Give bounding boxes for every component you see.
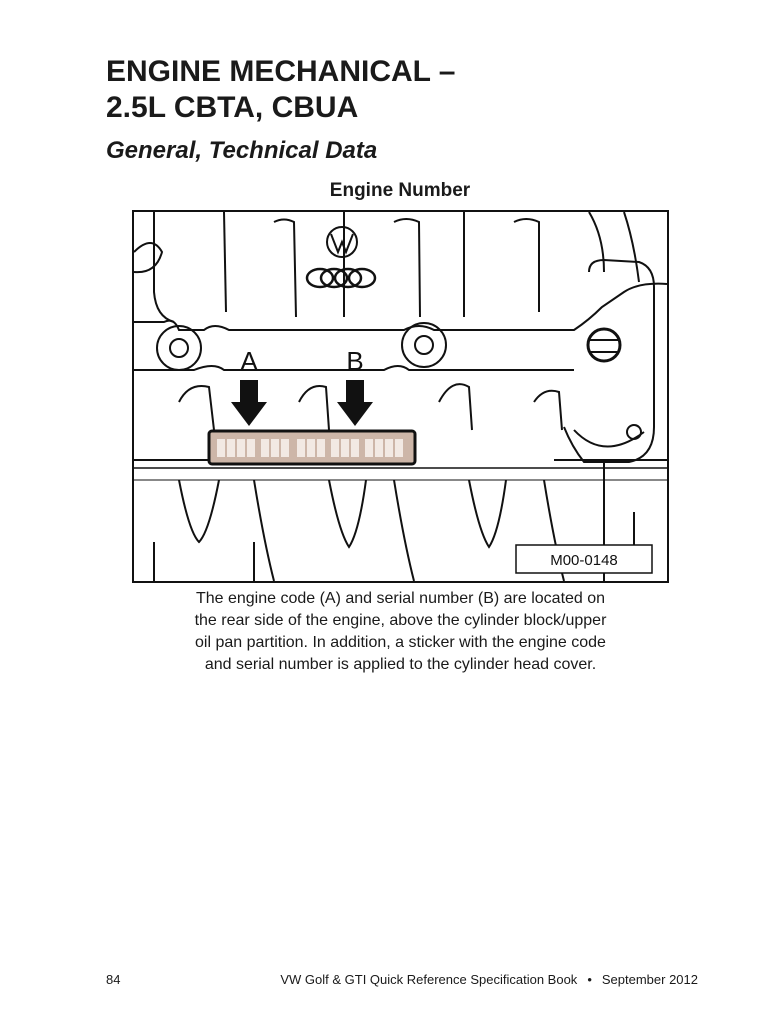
page-subtitle: General, Technical Data [106, 137, 378, 164]
caption-line-1: The engine code (A) and serial number (B) are located on [195, 590, 606, 607]
arrow-b-icon [337, 380, 373, 426]
footer-info [280, 972, 698, 987]
caption-line-3: oil pan partition. In addition, a sticker with the engine code [195, 634, 606, 651]
label-a: A [240, 346, 258, 376]
caption-line-2: the rear side of the engine, above the cylinder block/upper [194, 612, 607, 629]
figure-heading: Engine Number [329, 180, 471, 201]
publication-date: September 2012 [601, 972, 698, 987]
footer-separator: • [587, 972, 592, 987]
title-line-1: ENGINE MECHANICAL – [106, 55, 456, 88]
arrow-a-icon [231, 380, 267, 426]
engine-illustration [134, 212, 667, 581]
vw-logo-icon [327, 227, 357, 257]
page-footer [106, 972, 698, 987]
page-title [106, 54, 666, 126]
figure-caption [132, 588, 669, 676]
page-number: 84 [106, 972, 121, 987]
caption-line-4: and serial number is applied to the cylinder head cover. [204, 656, 597, 673]
label-b: B [346, 346, 364, 376]
audi-rings-icon [307, 269, 375, 287]
book-title: VW Golf & GTI Quick Reference Specification Book [280, 972, 578, 987]
title-line-2: 2.5L CBTA, CBUA [106, 91, 359, 124]
engine-number-figure [132, 210, 669, 583]
figure-code: M00-0148 [550, 552, 618, 569]
